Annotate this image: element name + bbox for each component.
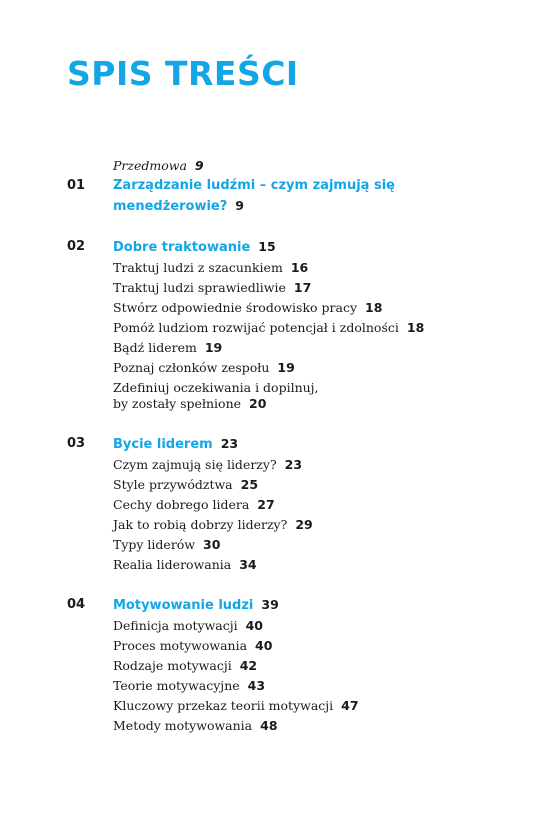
toc-entry[interactable] [113,636,443,656]
entry-page: 43 [247,678,266,693]
chapter-number: 01 [67,178,86,193]
toc-chapter-02[interactable] [0,237,538,258]
entry-title: Teorie motywacyjne [113,678,240,693]
entry-title: Realia liderowania [113,557,232,572]
toc-entry[interactable] [113,696,443,716]
entry-title: Cechy dobrego lidera [113,497,250,512]
entry-page: 20 [249,396,267,411]
entry-page: 23 [284,457,303,472]
entry-page: 25 [240,477,259,492]
toc-entry[interactable] [113,676,443,696]
toc-entry[interactable] [113,358,443,378]
toc-entry[interactable] [113,318,443,338]
toc-chapter-03[interactable] [0,434,538,455]
chapter-page: 39 [261,597,279,612]
entry-title: Proces motywowania [113,638,248,653]
entry-title: Style przywództwa [113,477,233,492]
entry-page: 19 [204,340,223,355]
entry-title: Czym zajmują się liderzy? [113,457,277,472]
entry-title: Traktuj ludzi z szacunkiem [113,260,283,275]
toc-entry[interactable] [113,455,443,475]
chapter-title: Dobre traktowanie [113,240,251,255]
toc-entry[interactable] [113,515,443,535]
toc-chapter-04[interactable] [0,595,538,616]
entry-page: 48 [260,718,278,733]
entry-page: 40 [255,638,273,653]
entry-page: 29 [295,517,313,532]
toc-entry[interactable] [113,298,443,318]
toc-entry[interactable] [113,258,443,278]
toc-entry[interactable] [113,555,443,575]
chapter-number: 02 [67,239,86,254]
preface-page: 9 [194,158,204,173]
entry-page: 40 [245,618,264,633]
entry-page: 27 [257,497,275,512]
toc-entry[interactable] [113,278,443,298]
page-title: SPIS TREŚCI [67,54,299,93]
entry-title-line2: by zostały spełnione [113,396,242,411]
toc-chapter-01[interactable] [0,176,538,217]
entry-title: Pomóż ludziom rozwijać potencjał i zdolności [113,320,399,335]
entry-title-line1: Zdefiniuj oczekiwania i dopilnuj, [113,380,319,395]
entry-title: Typy liderów [113,537,196,552]
entry-title: Bądź liderem [113,340,197,355]
toc-entry[interactable] [113,616,443,636]
entry-page: 42 [239,658,258,673]
chapter-page: 9 [235,198,244,213]
entry-title: Metody motywowania [113,718,253,733]
chapter-page: 23 [220,436,239,451]
toc-entry[interactable] [113,495,443,515]
entry-title: Kluczowy przekaz teorii motywacji [113,698,334,713]
entry-title: Traktuj ludzi sprawiedliwie [113,280,286,295]
chapter-title: Zarządzanie ludźmi – czym zajmują się menedżerowie? [113,178,395,214]
toc-entry[interactable] [113,338,443,358]
entry-page: 30 [203,537,221,552]
entry-page: 19 [277,360,295,375]
entry-title: Jak to robią dobrzy liderzy? [113,517,288,532]
chapter-title: Bycie liderem [113,437,213,452]
preface-title: Przedmowa [113,158,187,173]
entry-title: Rodzaje motywacji [113,658,232,673]
toc-preface[interactable] [0,156,538,176]
toc-entry[interactable] [113,716,443,736]
toc-entry[interactable] [113,656,443,676]
entry-page: 18 [365,300,383,315]
entry-page: 34 [239,557,257,572]
entry-page: 16 [290,260,309,275]
toc-entry[interactable] [113,475,443,495]
toc-entry[interactable] [113,380,443,412]
entry-title: Stwórz odpowiednie środowisko pracy [113,300,358,315]
chapter-title: Motywowanie ludzi [113,598,254,613]
entry-page: 47 [341,698,359,713]
entry-title: Definicja motywacji [113,618,238,633]
table-of-contents [0,156,538,736]
toc-entry[interactable] [113,535,443,555]
chapter-page: 15 [258,239,276,254]
entry-page: 17 [293,280,312,295]
entry-page: 18 [406,320,425,335]
entry-title: Poznaj członków zespołu [113,360,270,375]
chapter-number: 04 [67,597,86,612]
chapter-number: 03 [67,436,86,451]
